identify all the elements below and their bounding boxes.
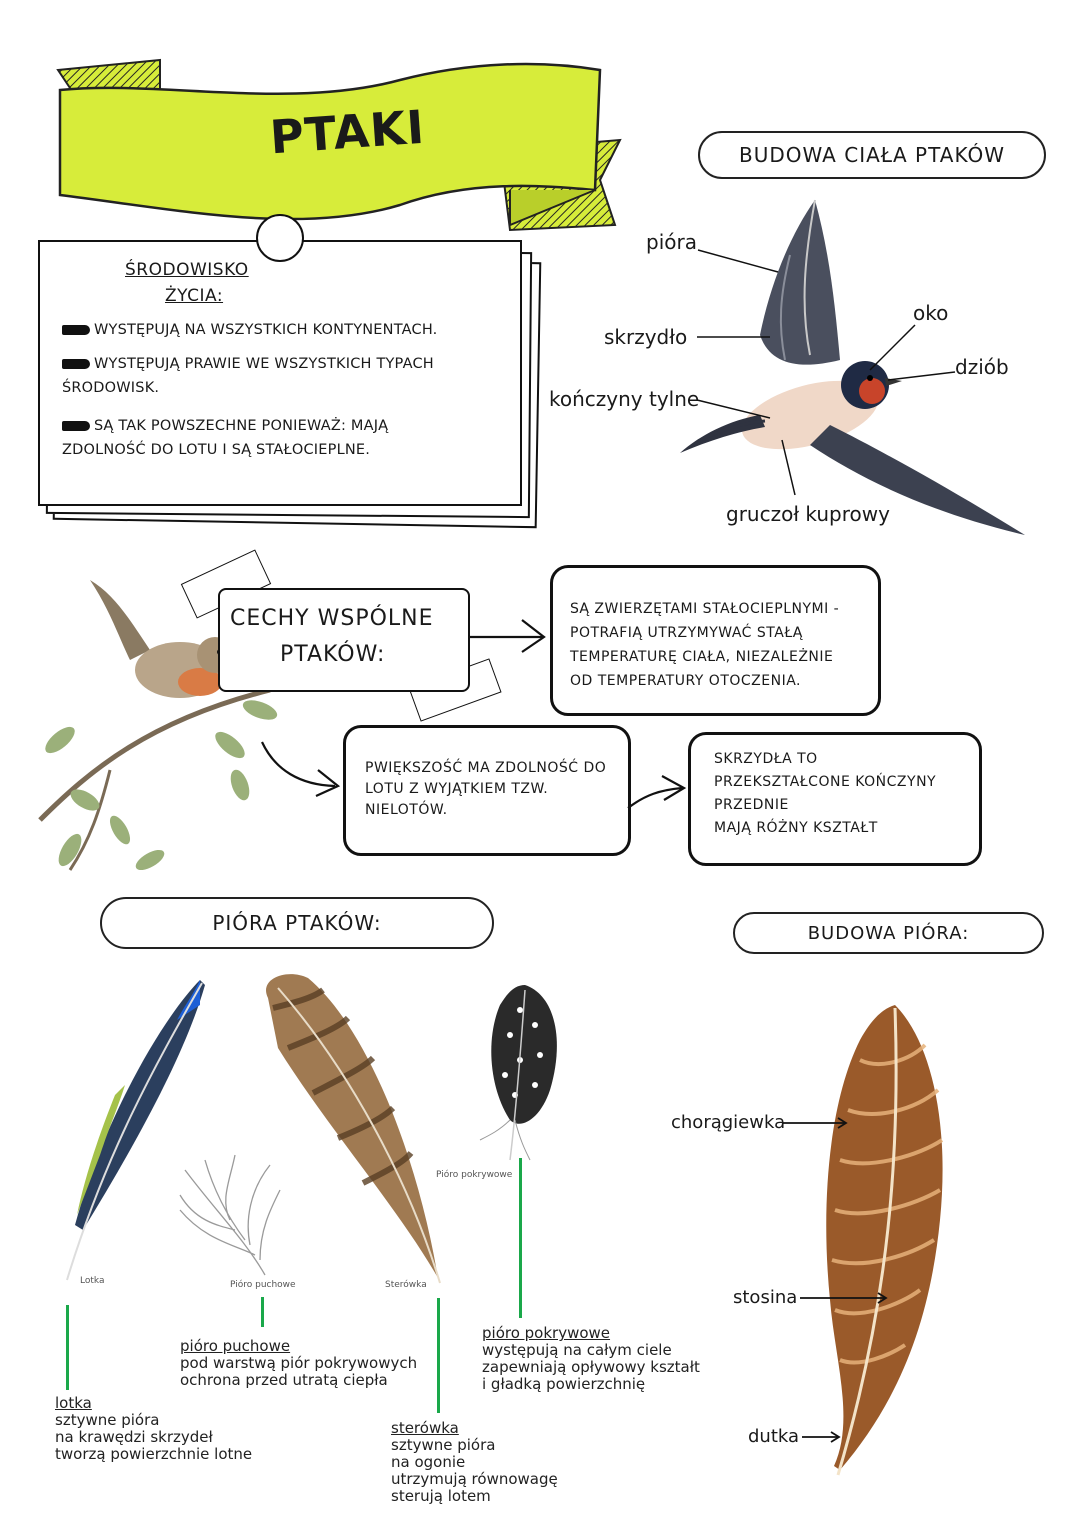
caption-lotka: Lotka [80,1276,105,1286]
trait-warm-blooded: SĄ ZWIERZĘTAMI STAŁOCIEPLNYMI -POTRAFIĄ UTRZYMYWAĆ STAŁĄ TEMPERATURĘ CIAŁA, NIEZALEŻNIE OD TEMPERATURY OTOCZENIA. [570,601,840,689]
habitat-heading-2: ŻYCIA: [165,286,224,306]
habitat-item-2: WYSTĘPUJĄ PRAWIE WE WSZYSTKICH TYPACH ŚRODOWISK. [62,356,434,396]
body-structure-heading: BUDOWA CIAŁA PTAKÓW [698,131,1046,179]
caption-down: Pióro puchowe [230,1280,296,1290]
label-shaft: stosina [733,1287,798,1308]
common-traits-heading-1: CECHY WSPÓLNE [230,606,434,631]
desc-tail: sterówka sztywne pióra na ogonie utrzymują równowagę sterują lotem [391,1419,558,1505]
label-vane: chorągiewka [671,1112,786,1133]
page-title: PTAKI [268,99,427,165]
trait-arrows [0,540,1080,880]
feathers-heading: PIÓRA PTAKÓW: [100,897,494,949]
habitat-item-3: SĄ TAK POWSZECHNE PONIEWAŻ: MAJĄ ZDOLNOŚĆ DO LOTU I SĄ STAŁOCIEPLNE. [62,418,389,458]
label-wing: skrzydło [604,325,688,349]
label-hind-limbs: kończyny tylne [549,387,700,411]
caption-covert: Pióro pokrywowe [436,1170,513,1180]
trait-wings: SKRZYDŁA TO PRZEKSZTAŁCONE KOŃCZYNY PRZEDNIE MAJĄ RÓŻNY KSZTAŁT [714,751,937,836]
label-quill: dutka [748,1426,800,1447]
trait-flight: PWIĘKSZOŚĆ MA ZDOLNOŚĆ DO LOTU Z WYJĄTKIEM TZW. NIELOTÓW. [365,760,607,818]
label-beak: dziób [955,355,1009,379]
feather-structure-heading: BUDOWA PIÓRA: [733,912,1044,954]
habitat-item-1: WYSTĘPUJĄ NA WSZYSTKICH KONTYNENTACH. [62,318,502,342]
body-label-arrows [0,0,1080,560]
habitat-heading-1: ŚRODOWISKO [125,260,249,280]
label-gland: gruczoł kuprowy [726,502,890,526]
desc-lotka: lotka sztywne pióra na krawędzi skrzydeł tworzą powierzchnie lotne [55,1394,253,1463]
common-traits-heading-2: PTAKÓW: [280,642,386,667]
desc-covert: pióro pokrywowe występują na całym ciele zapewniają opływowy kształt i gładką powierzchnię [482,1324,700,1393]
label-feathers: pióra [646,230,697,254]
desc-down: pióro puchowe pod warstwą piór pokrywowych ochrona przed utratą ciepła [180,1337,418,1389]
caption-tail: Sterówka [385,1280,427,1290]
label-eye: oko [913,301,949,325]
feather-structure-arrows [0,1100,1080,1460]
